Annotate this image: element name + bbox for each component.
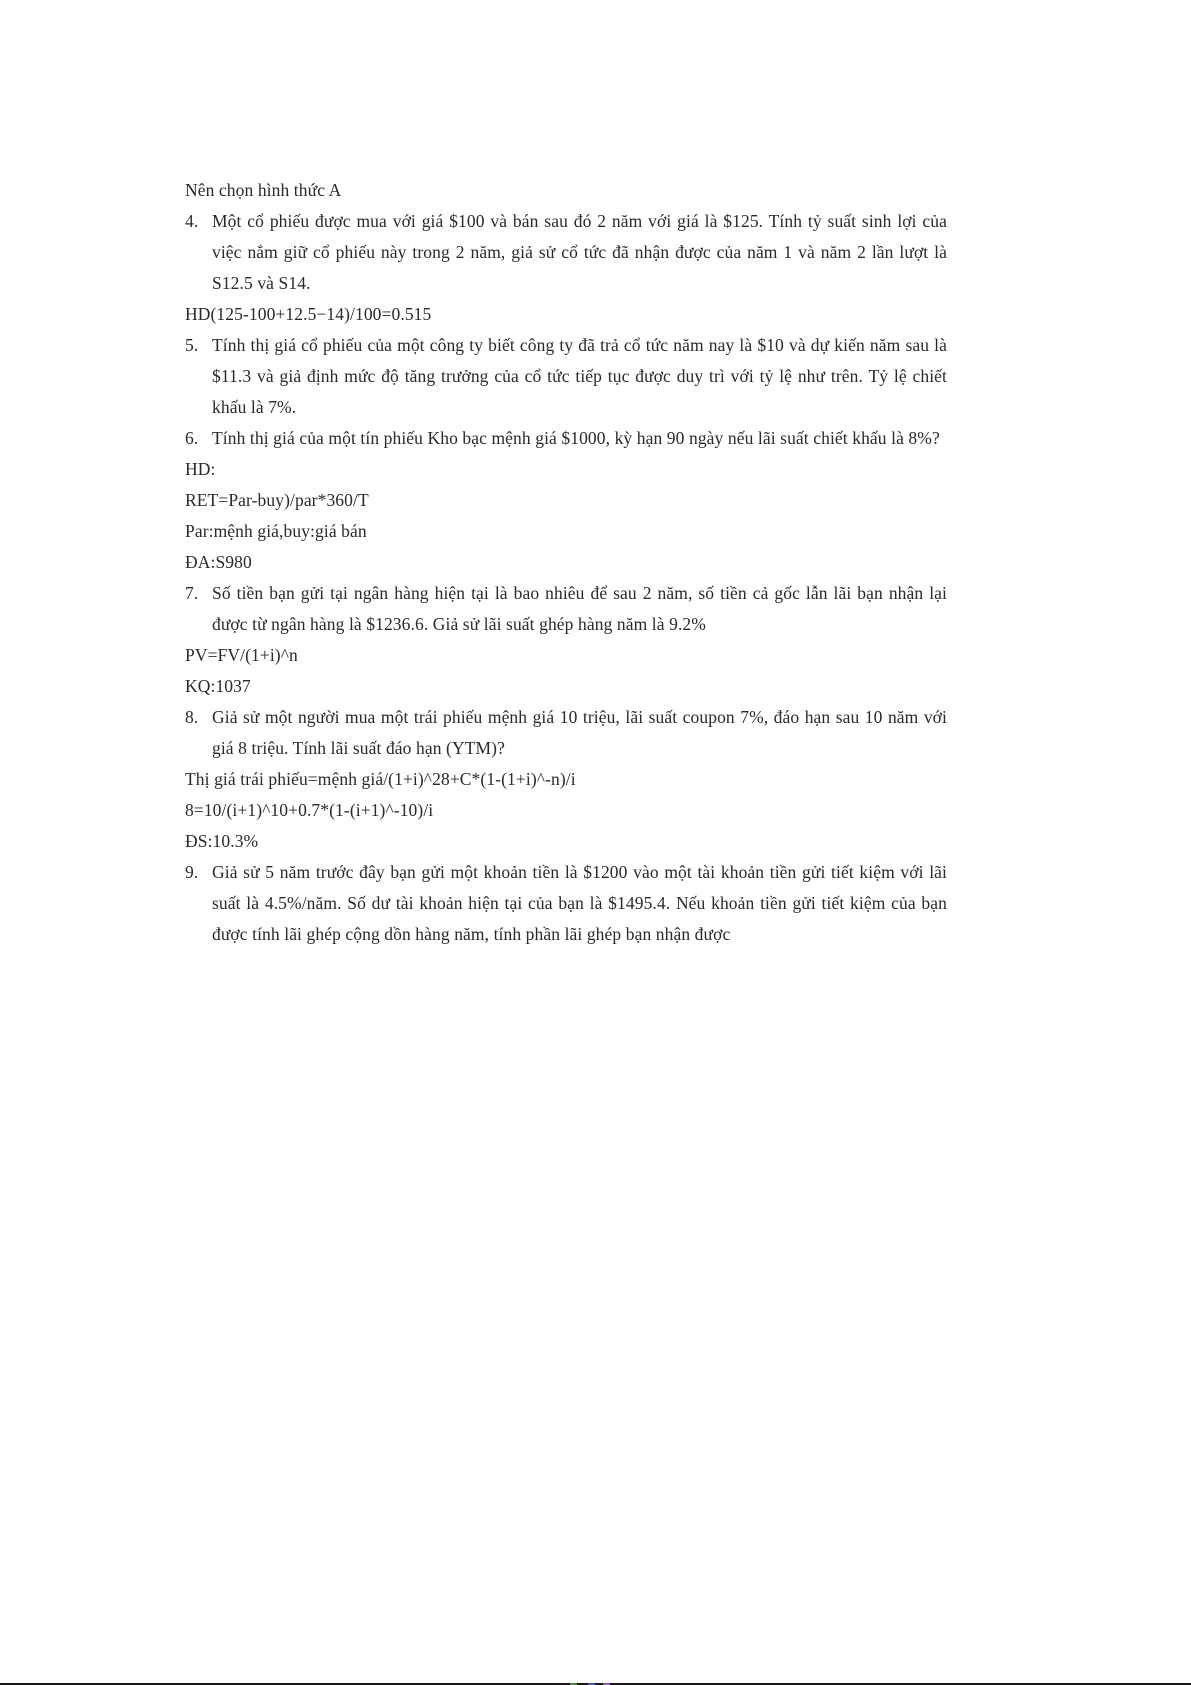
question-5 — [185, 330, 1015, 423]
question-7-solution-formula: PV=FV/(1+i)^n — [185, 645, 298, 665]
question-5-number: 5. — [185, 335, 199, 355]
question-8 — [185, 702, 1015, 764]
question-8-derivation-2: 8=10/(i+1)^10+0.7*(1-(i+1)^-10)/i — [185, 800, 434, 820]
question-6 — [185, 423, 1015, 454]
question-6-solution-answer: ĐA:S980 — [185, 552, 252, 572]
question-7-solution-answer: KQ:1037 — [185, 676, 251, 696]
question-4-solution: HD(125-100+12.5−14)/100=0.515 — [185, 304, 432, 324]
question-4-number: 4. — [185, 211, 199, 231]
note-line: Nên chọn hình thức A — [185, 180, 342, 200]
question-7-number: 7. — [185, 583, 199, 603]
document-content — [185, 0, 1015, 950]
question-6-number: 6. — [185, 428, 199, 448]
question-9-number: 9. — [185, 862, 199, 882]
question-8-derivation-1: Thị giá trái phiếu=mệnh giá/(1+i)^28+C*(1-(1+i)^-n)/i — [185, 769, 576, 789]
question-9 — [185, 857, 1015, 950]
question-4-text: Một cổ phiếu được mua với giá $100 và bán sau đó 2 năm với giá là $125. Tính tỷ suất sinh lợi của việc nắm giữ cổ phiếu này trong 2 năm, giả sử cổ tức đã nhận được của năm 1 và năm 2 lần lượt là S12.5 và S14. — [212, 211, 947, 293]
question-5-text: Tính thị giá cổ phiếu của một công ty biết công ty đã trả cổ tức năm nay là $10 và dự kiến năm sau là $11.3 và giả định mức độ tăng trưởng của cổ tức tiếp tục được duy trì với tỷ lệ như trên. Tỷ lệ chiết khấu là 7%. — [212, 335, 947, 417]
question-8-number: 8. — [185, 707, 199, 727]
question-6-solution-ret: RET=Par-buy)/par*360/T — [185, 490, 369, 510]
question-7 — [185, 578, 1015, 640]
question-6-text: Tính thị giá của một tín phiếu Kho bạc mệnh giá $1000, kỳ hạn 90 ngày nếu lãi suất chiết khấu là 8%? — [212, 428, 940, 448]
question-9-text: Giả sử 5 năm trước đây bạn gửi một khoản tiền là $1200 vào một tài khoản tiền gửi tiết kiệm với lãi suất là 4.5%/năm. Số dư tài khoản hiện tại của bạn là $1495.4. Nếu khoản tiền gửi tiết kiệm của bạn được tính lãi ghép cộng dồn hàng năm, tính phần lãi ghép bạn nhận được — [212, 862, 947, 944]
question-4 — [185, 206, 1015, 299]
question-8-text: Giả sử một người mua một trái phiếu mệnh giá 10 triệu, lãi suất coupon 7%, đáo hạn sau 10 năm với giá 8 triệu. Tính lãi suất đáo hạn (YTM)? — [212, 707, 947, 758]
question-6-solution-hd: HD: — [185, 459, 216, 479]
question-6-solution-par: Par:mệnh giá,buy:giá bán — [185, 521, 367, 541]
question-8-answer: ĐS:10.3% — [185, 831, 259, 851]
question-7-text: Số tiền bạn gửi tại ngân hàng hiện tại là bao nhiêu để sau 2 năm, số tiền cả gốc lẫn lãi bạn nhận lại được từ ngân hàng là $1236.6. Giả sử lãi suất ghép hàng năm là 9.2% — [212, 583, 947, 634]
